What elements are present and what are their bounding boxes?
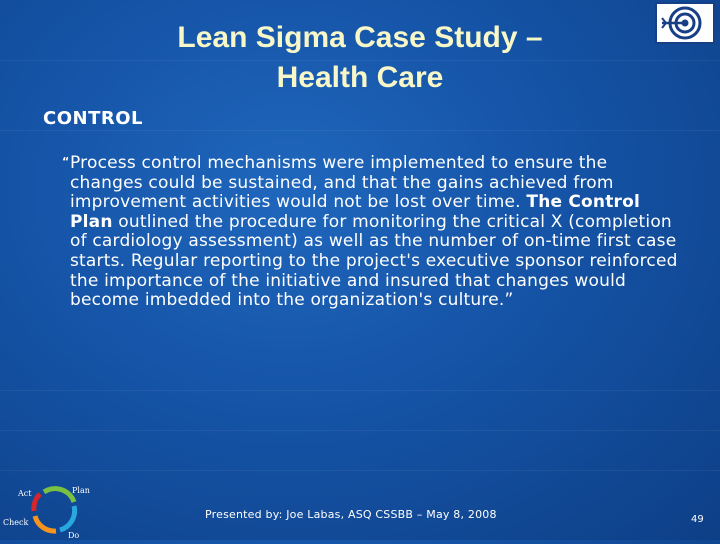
cycle-label-check: Check <box>3 518 29 527</box>
body-text-bold: The Control Plan <box>70 192 641 232</box>
body-text-part-2: outlined the procedure for monitoring the critical X (completion of cardiology assessment) as well as the number of on-time first case starts. Regular reporting to the project's executive sponsor reinforced the importance of the initiative and insured that changes would become imbedded into the organization's culture.” <box>70 211 678 311</box>
pdca-cycle-icon <box>0 480 120 540</box>
cycle-label-do: Do <box>68 531 80 540</box>
cycle-label-act: Act <box>18 489 32 498</box>
quote-bullet: “ <box>62 155 70 168</box>
title-line-2: Health Care <box>276 61 444 94</box>
page-number: 49 <box>691 514 704 525</box>
cycle-label-plan: Plan <box>72 486 90 495</box>
body-text-part-1: Process control mechanisms were implemented to ensure the changes could be sustained, and that the gains achieved from improvement activities would not be lost over time. <box>70 153 614 213</box>
slide-title <box>95 18 625 98</box>
target-logo-icon <box>655 2 715 44</box>
body-paragraph <box>62 153 680 311</box>
section-heading: CONTROL <box>43 108 143 129</box>
footer-presenter: Presented by: Joe Labas, ASQ CSSBB – May 8, 2008 <box>205 508 497 521</box>
title-line-1: Lean Sigma Case Study – <box>177 21 543 54</box>
